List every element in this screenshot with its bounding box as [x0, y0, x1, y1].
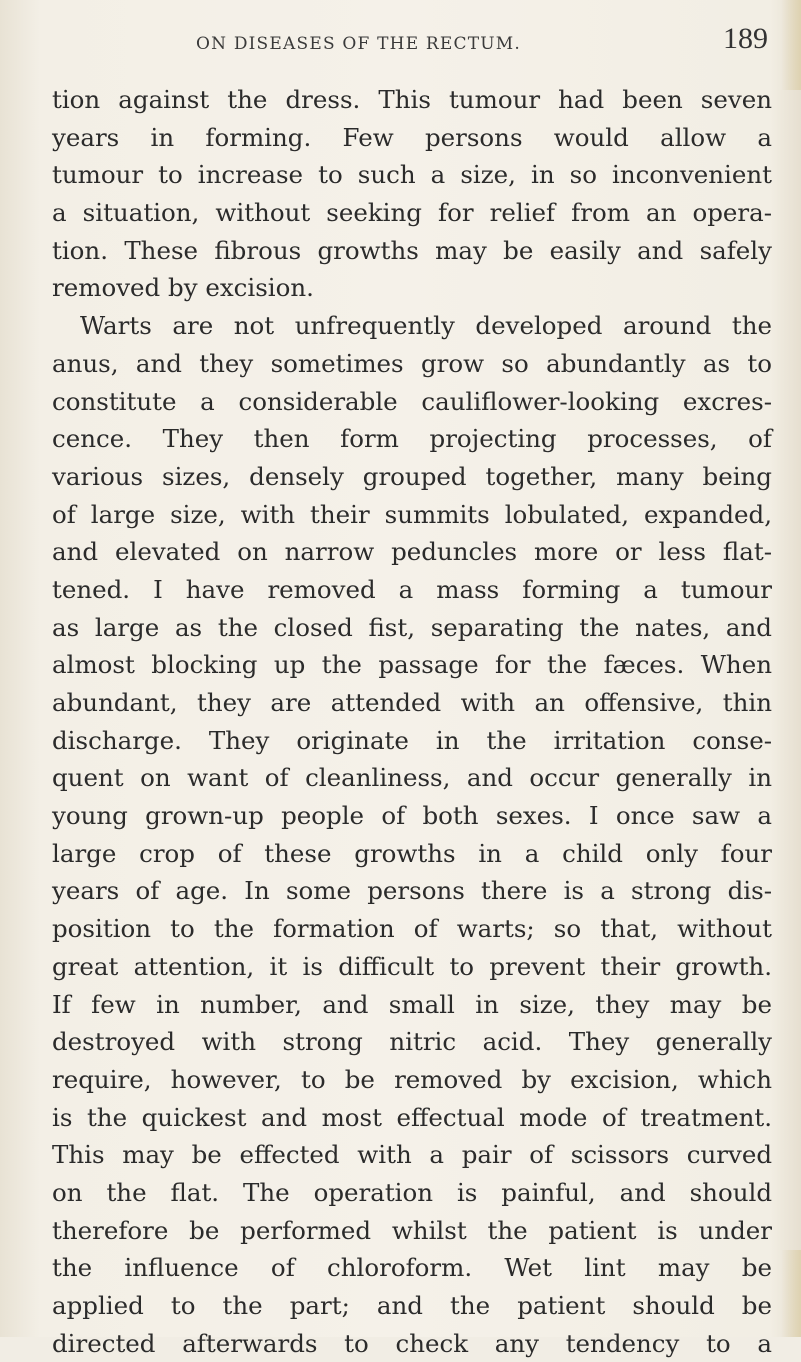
text-line: anus, and they sometimes grow so abundantly as to [52, 348, 772, 378]
text-line: require, however, to be removed by excision, which [52, 1064, 772, 1094]
text-line: tened. I have removed a mass forming a tumour [52, 574, 772, 604]
text-line: the influence of chloroform. Wet lint may be [52, 1253, 772, 1283]
text-line: destroyed with strong nitric acid. They generally [52, 1027, 772, 1057]
text-line: large crop of these growths in a child only four [52, 838, 772, 868]
text-line: constitute a considerable cauliflower-looking excres- [52, 386, 772, 416]
running-head: ON DISEASES OF THE RECTUM. [196, 34, 522, 54]
text-line: quent on want of cleanliness, and occur generally in [52, 763, 772, 793]
text-line: of large size, with their summits lobulated, expanded, [52, 499, 772, 529]
text-line: removed by excision. [52, 273, 314, 303]
page-header [0, 22, 801, 62]
text-line: on the flat. The operation is painful, and should [52, 1177, 772, 1207]
text-line: years in forming. Few persons would allow a [52, 122, 772, 152]
text-line: therefore be performed whilst the patient is under [52, 1215, 772, 1245]
text-line: years of age. In some persons there is a strong dis- [52, 876, 772, 906]
text-line: applied to the part; and the patient should be [52, 1291, 772, 1320]
text-line: Warts are not unfrequently developed around the [80, 311, 772, 341]
text-line: various sizes, densely grouped together, many being [52, 461, 772, 491]
text-line: a situation, without seeking for relief from an opera- [52, 198, 772, 228]
page-number: 189 [723, 22, 768, 55]
text-line: is the quickest and most effectual mode of treatment. [52, 1102, 772, 1132]
text-line: If few in number, and small in size, they may be [52, 989, 772, 1019]
text-line: discharge. They originate in the irritation conse- [52, 725, 772, 755]
text-line: tion. These fibrous growths may be easily and safely [52, 235, 772, 265]
text-line: This may be effected with a pair of scissors curved [52, 1140, 772, 1170]
text-line: young grown-up people of both sexes. I once saw a [52, 801, 772, 831]
text-line: abundant, they are attended with an offensive, thin [52, 688, 772, 717]
text-line: directed afterwards to check any tendency to a [52, 1328, 772, 1358]
text-line: as large as the closed fist, separating the nates, and [52, 612, 772, 642]
page-edge-stain-bottom [781, 1250, 801, 1337]
text-line: tion against the dress. This tumour had been seven [52, 85, 772, 114]
text-line: great attention, it is difficult to prevent their growth. [52, 951, 772, 981]
text-line: cence. They then form projecting processes, of [52, 424, 772, 454]
text-line: almost blocking up the passage for the fæces. When [52, 650, 772, 680]
text-line: tumour to increase to such a size, in so inconvenient [52, 160, 772, 190]
text-line: and elevated on narrow peduncles more or less flat- [52, 537, 772, 567]
body-text [52, 81, 772, 1362]
text-line: position to the formation of warts; so that, without [52, 914, 772, 944]
